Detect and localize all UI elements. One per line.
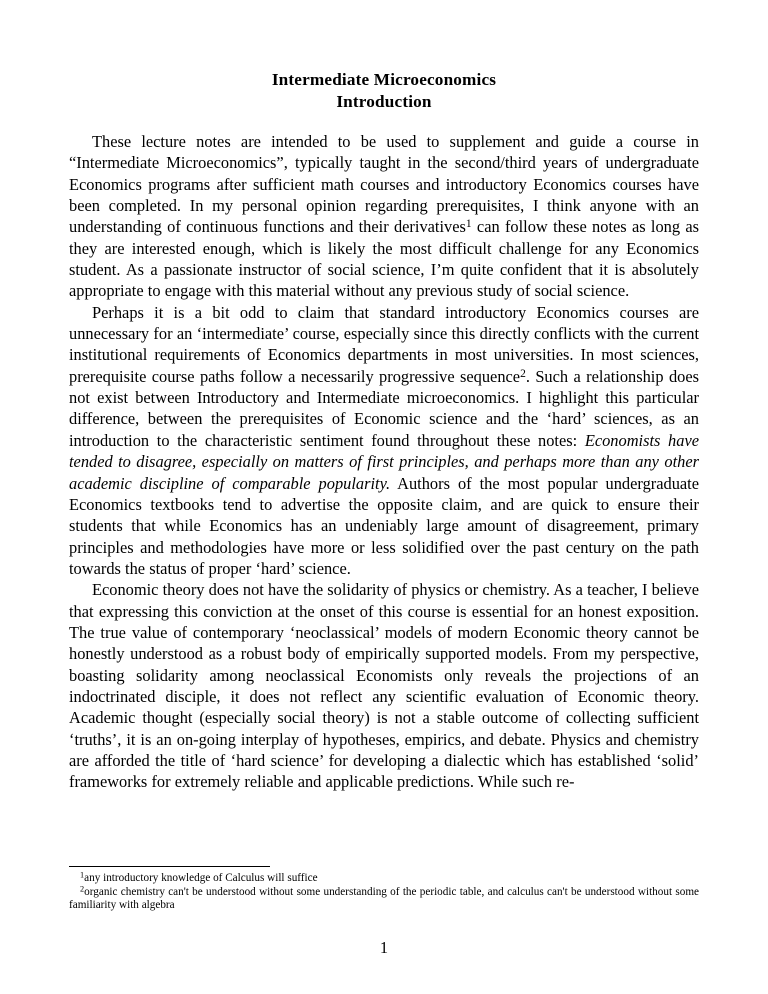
body-text [69, 131, 699, 793]
footnote-number: 2 [80, 884, 85, 894]
paragraph-3: Economic theory does not have the solidarity of physics or chemistry. As a teacher, I believe that expressing this conviction at the onset of this course is essential for an honest exposition. The true value of contemporary ‘neoclassical’ models of modern Economic theory cannot be honestly understood as a robust body of empirically supported models. From my perspective, boasting solidarity among neoclassical Economists only reveals the projections of an indoctrinated disciple, it does not reflect any scientific evaluation of Economic theory. Academic thought (especially social theory) is not a stable outcome of collecting sufficient ‘truths’, it is an on-going interplay of hypotheses, empirics, and debate. Physics and chemistry are afforded the title of ‘hard science’ for developing a dialectic which has established ‘solid’ frameworks for extremely reliable and applicable predictions. While such re- [69, 580, 699, 792]
footnote-separator-rule [69, 866, 270, 867]
emphasized-passage: Economists have tended to disagree, especially on matters of first principles, and perhaps more than any other academic discipline of comparable popularity. [69, 430, 699, 493]
footnote-marker[interactable]: 1 [465, 218, 472, 231]
footnote-1 [69, 872, 699, 886]
footnote-number: 1 [80, 870, 85, 880]
footnote-text: organic chemistry can't be understood without some understanding of the periodic table, and calculus can't be understood without some familiarity with algebra [69, 885, 699, 912]
paragraph-2: Perhaps it is a bit odd to claim that standard introductory Economics courses are unnecessary for an ‘intermediate’ course, especially since this directly conflicts with the current institutional requirements of Economics departments in most universities. In most sciences, prerequisite course paths follow a necessarily progressive sequence$^2$. Such a relationship does not exist between Introductory and Intermediate microeconomics. I highlight this particular difference, between the prerequisites of Economic science and the ‘hard’ sciences, as an introduction to the characteristic sentiment found throughout these notes: Economists have tended to disagree, especially on matters of first principles, and perhaps more than any other academic discipline of comparable popularity. Authors of the most popular undergraduate Economics textbooks tend to advertise the opposite claim, and are quick to ensure their students that while Economics has an undeniably large amount of disagreement, primary principles and methodologies have more or less solidified over the past century on the path towards the status of proper ‘hard’ science. [69, 302, 700, 578]
footnote-text: any introductory knowledge of Calculus will suffice [84, 872, 318, 884]
footnote-2 [69, 886, 699, 913]
page-number: 1 [379, 938, 389, 957]
footnotes-section [69, 866, 699, 913]
page-subtitle: Introduction [336, 91, 432, 111]
paragraph-1: These lecture notes are intended to be used to supplement and guide a course in “Intermediate Microeconomics”, typically taught in the second/third years of undergraduate Economics programs after sufficient math courses and introductory Economics courses have been completed. In my personal opinion regarding prerequisites, I think anyone with an understanding of continuous functions and their derivatives$^1$ can follow these notes as long as they are interested enough, which is likely the most difficult challenge for any Economics student. As a passionate instructor of social science, I’m quite confident that it is absolutely appropriate to engage with this material without any previous study of social science. [69, 132, 700, 301]
page-title: Intermediate Microeconomics [271, 70, 497, 89]
title-block [69, 69, 699, 112]
footnote-marker[interactable]: 2 [520, 367, 526, 380]
